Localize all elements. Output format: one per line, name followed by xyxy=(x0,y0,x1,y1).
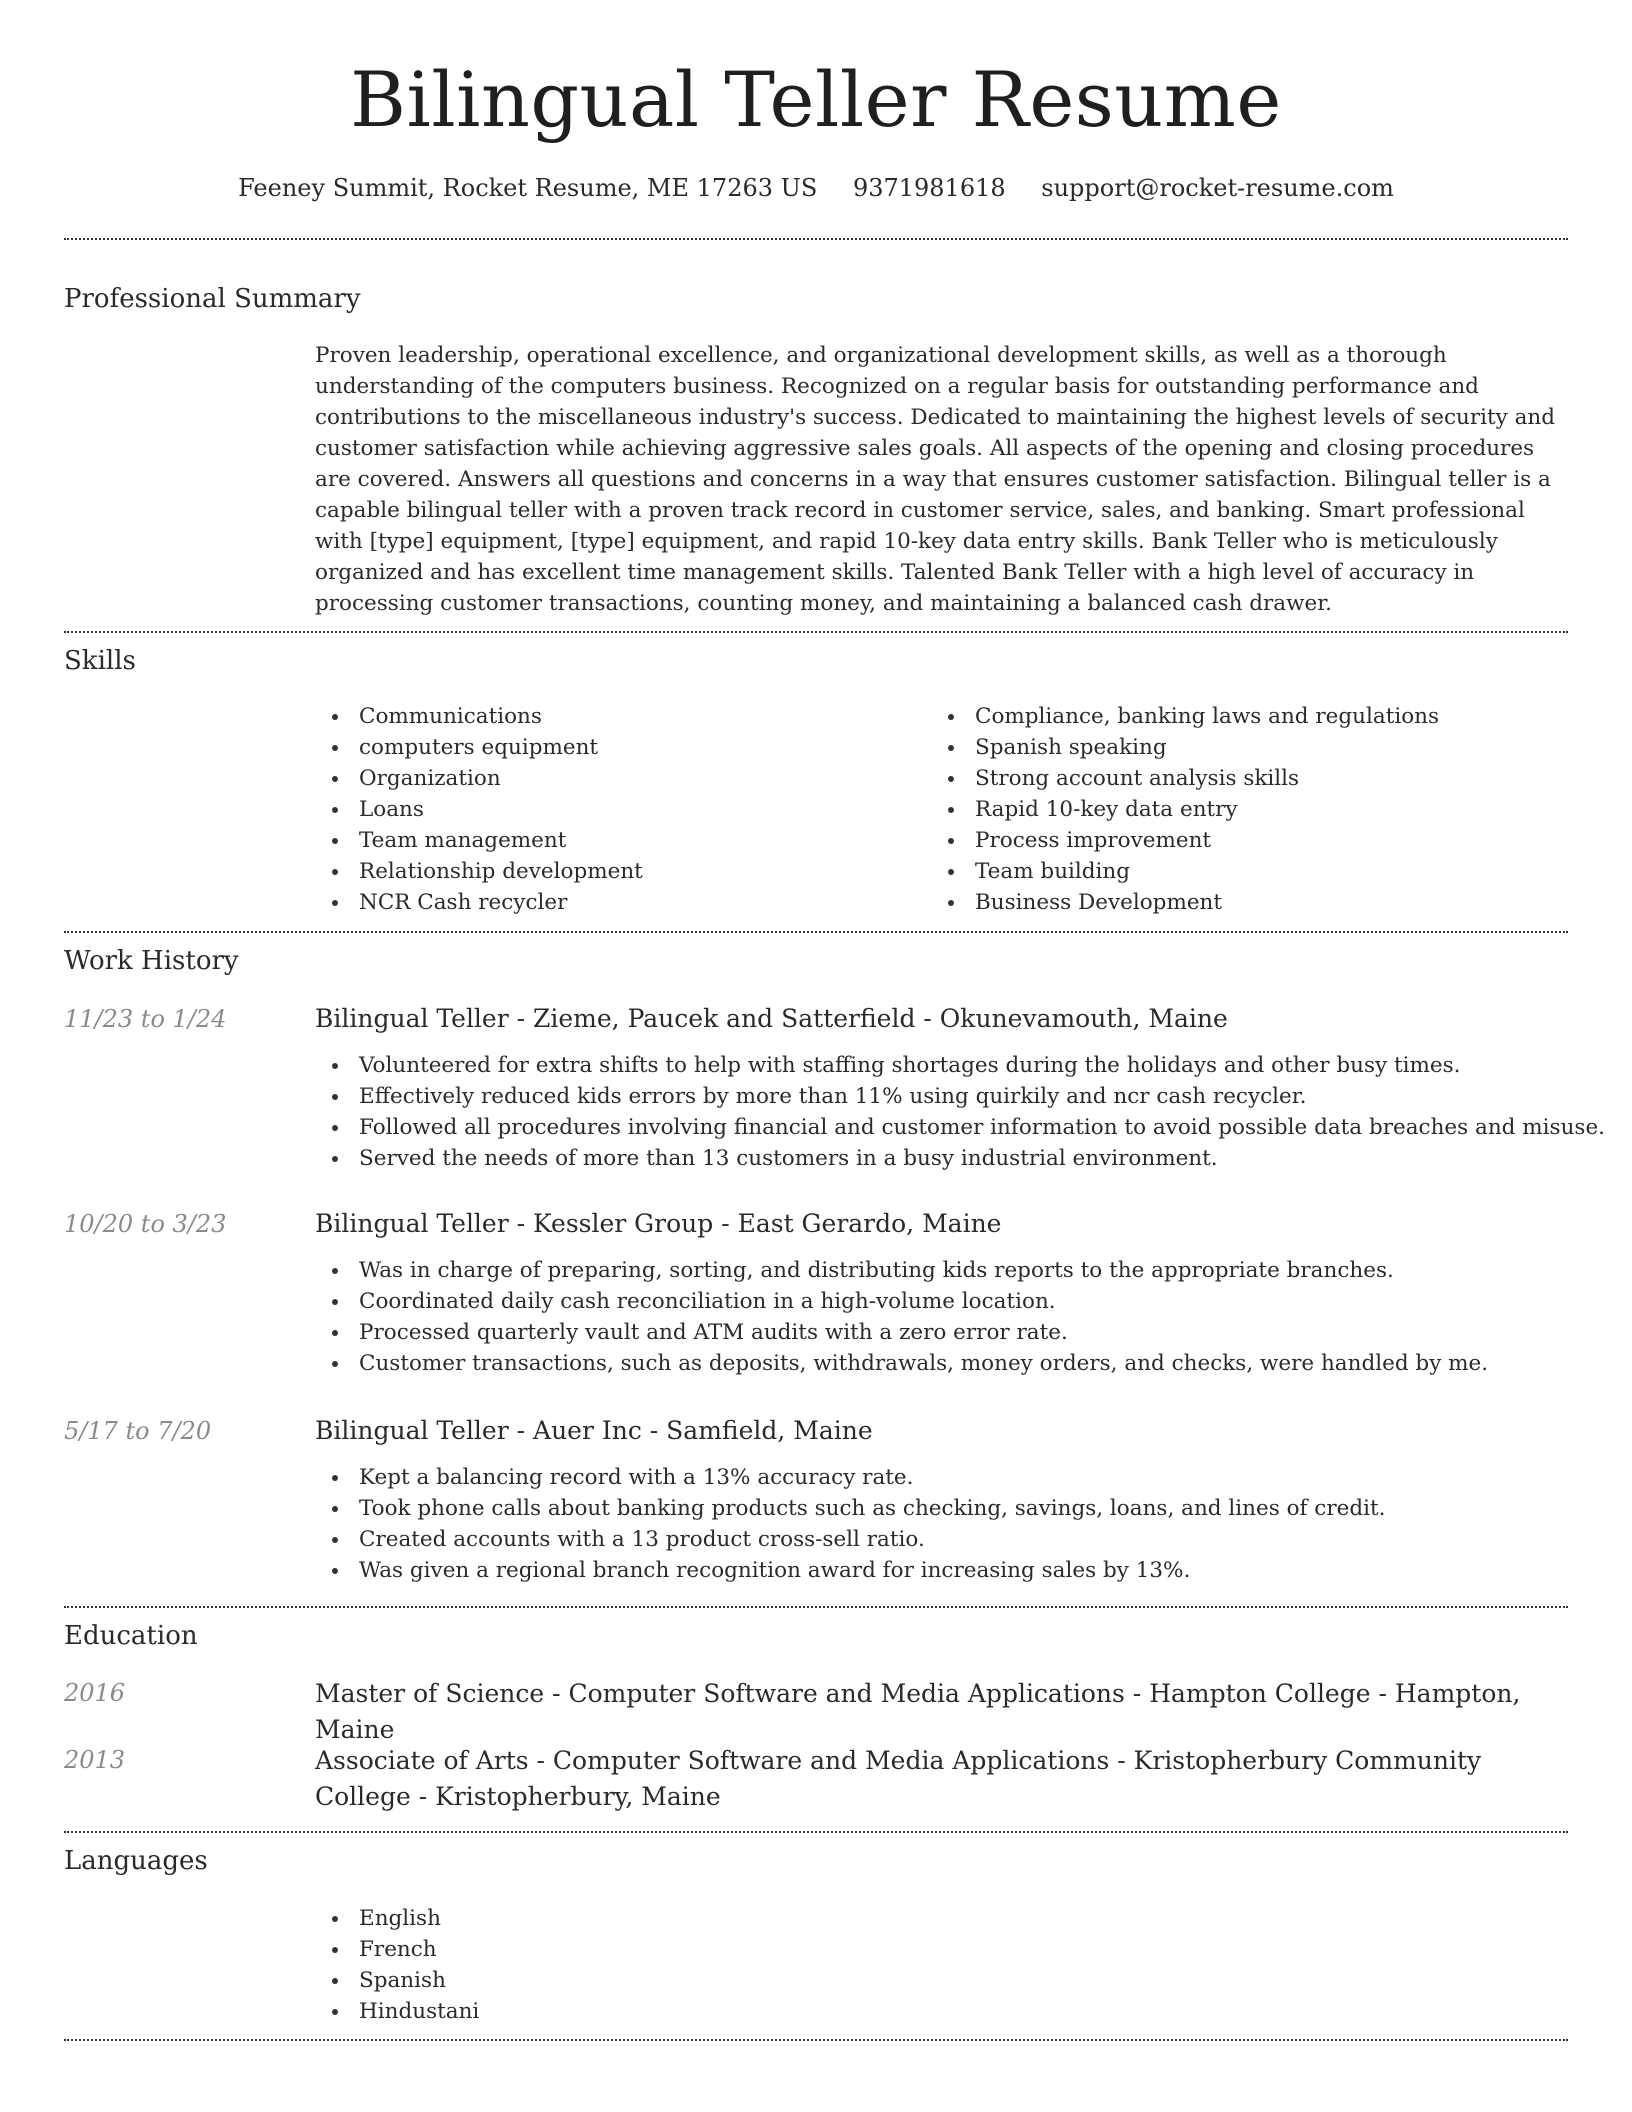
divider xyxy=(64,1606,1568,1608)
job-bullets xyxy=(315,1462,1568,1586)
divider xyxy=(64,1831,1568,1833)
skill-item: Spanish speaking xyxy=(931,732,1547,763)
language-item: French xyxy=(315,1934,1568,1965)
contact-phone: 9371981618 xyxy=(852,174,1006,202)
summary-heading: Professional Summary xyxy=(64,284,361,314)
job-bullet: Customer transactions, such as deposits, withdrawals, money orders, and checks, were handled by me. xyxy=(315,1348,1568,1379)
skill-item: Strong account analysis skills xyxy=(931,763,1547,794)
skill-item: Relationship development xyxy=(315,856,931,887)
skills-heading: Skills xyxy=(64,646,136,676)
divider xyxy=(64,2039,1568,2041)
job-entry xyxy=(315,1207,1568,1379)
skills-section xyxy=(315,701,1568,918)
job-title: Bilingual Teller - Auer Inc - Samfield, Maine xyxy=(315,1416,873,1445)
resume-title: Bilingual Teller Resume xyxy=(350,55,1282,144)
languages-list xyxy=(315,1903,1568,2027)
skill-item: Team building xyxy=(931,856,1547,887)
job-bullet: Served the needs of more than 13 customers in a busy industrial environment. xyxy=(315,1143,1568,1174)
skill-item: NCR Cash recycler xyxy=(315,887,931,918)
job-bullet: Effectively reduced kids errors by more than 11% using quirkily and ncr cash recycler. xyxy=(315,1081,1568,1112)
divider xyxy=(64,931,1568,933)
job-bullets xyxy=(315,1050,1606,1174)
job-bullets xyxy=(315,1255,1568,1379)
job-bullet: Kept a balancing record with a 13% accuracy rate. xyxy=(315,1462,1568,1493)
education-title: Master of Science - Computer Software and Media Applications - Hampton College - Hampton, Maine xyxy=(315,1679,1521,1744)
education-year: 2016 xyxy=(64,1679,126,1707)
contact-info xyxy=(0,172,1632,204)
languages-heading: Languages xyxy=(64,1846,208,1876)
resume-header xyxy=(0,0,1632,204)
job-bullet: Coordinated daily cash reconciliation in a high-volume location. xyxy=(315,1286,1568,1317)
divider xyxy=(64,238,1568,240)
job-dates: 11/23 to 1/24 xyxy=(64,1005,227,1033)
skill-item: computers equipment xyxy=(315,732,931,763)
skills-list-right xyxy=(931,701,1547,918)
job-bullet: Followed all procedures involving financial and customer information to avoid possible data breaches and misuse. xyxy=(315,1112,1568,1143)
skill-item: Communications xyxy=(315,701,931,732)
skill-item: Loans xyxy=(315,794,931,825)
contact-address: Feeney Summit, Rocket Resume, ME 17263 US xyxy=(238,174,818,202)
education-entry xyxy=(315,1743,1568,1815)
skill-item: Process improvement xyxy=(931,825,1547,856)
job-bullet: Volunteered for extra shifts to help with staffing shortages during the holidays and other busy times. xyxy=(315,1050,1568,1081)
skill-item: Business Development xyxy=(931,887,1547,918)
skill-item: Organization xyxy=(315,763,931,794)
education-entry xyxy=(315,1676,1568,1748)
summary-section xyxy=(315,340,1568,619)
job-entry xyxy=(315,1414,1568,1586)
work-heading: Work History xyxy=(64,946,239,976)
job-bullet: Was in charge of preparing, sorting, and distributing kids reports to the appropriate branches. xyxy=(315,1255,1568,1286)
job-bullet: Took phone calls about banking products such as checking, savings, loans, and lines of credit. xyxy=(315,1493,1568,1524)
languages-section xyxy=(315,1903,1568,2027)
skill-item: Compliance, banking laws and regulations xyxy=(931,701,1547,732)
education-title: Associate of Arts - Computer Software and Media Applications - Kristopherbury Community College - Kristopherbury, Maine xyxy=(315,1746,1482,1811)
language-item: Spanish xyxy=(315,1965,1568,1996)
education-heading: Education xyxy=(64,1621,198,1651)
job-dates: 10/20 to 3/23 xyxy=(64,1210,227,1238)
education-year: 2013 xyxy=(64,1746,126,1774)
language-item: Hindustani xyxy=(315,1996,1568,2027)
contact-email: support@rocket-resume.com xyxy=(1041,174,1394,202)
summary-text: Proven leadership, operational excellence, and organizational development skills, as well as a thorough understanding of the computers business. Recognized on a regular basis for outstanding performance and contributions to the miscellaneous industry's success. Dedicated to maintaining the highest levels of security and customer satisfaction while achieving aggressive sales goals. All aspects of the opening and closing procedures are covered. Answers all questions and concerns in a way that ensures customer satisfaction. Bilingual teller is a capable bilingual teller with a proven track record in customer service, sales, and banking. Smart professional with [type] equipment, [type] equipment, and rapid 10-key data entry skills. Bank Teller who is meticulously organized and has excellent time management skills. Talented Bank Teller with a high level of accuracy in processing customer transactions, counting money, and maintaining a balanced cash drawer. xyxy=(315,343,1556,616)
skill-item: Rapid 10-key data entry xyxy=(931,794,1547,825)
job-title: Bilingual Teller - Zieme, Paucek and Satterfield - Okunevamouth, Maine xyxy=(315,1004,1228,1033)
skills-list-left xyxy=(315,701,931,918)
job-dates: 5/17 to 7/20 xyxy=(64,1417,212,1445)
job-bullet: Created accounts with a 13 product cross-sell ratio. xyxy=(315,1524,1568,1555)
divider xyxy=(64,631,1568,633)
job-bullet: Was given a regional branch recognition award for increasing sales by 13%. xyxy=(315,1555,1568,1586)
job-entry xyxy=(315,1002,1606,1174)
language-item: English xyxy=(315,1903,1568,1934)
job-bullet: Processed quarterly vault and ATM audits with a zero error rate. xyxy=(315,1317,1568,1348)
skill-item: Team management xyxy=(315,825,931,856)
job-title: Bilingual Teller - Kessler Group - East Gerardo, Maine xyxy=(315,1209,1002,1238)
